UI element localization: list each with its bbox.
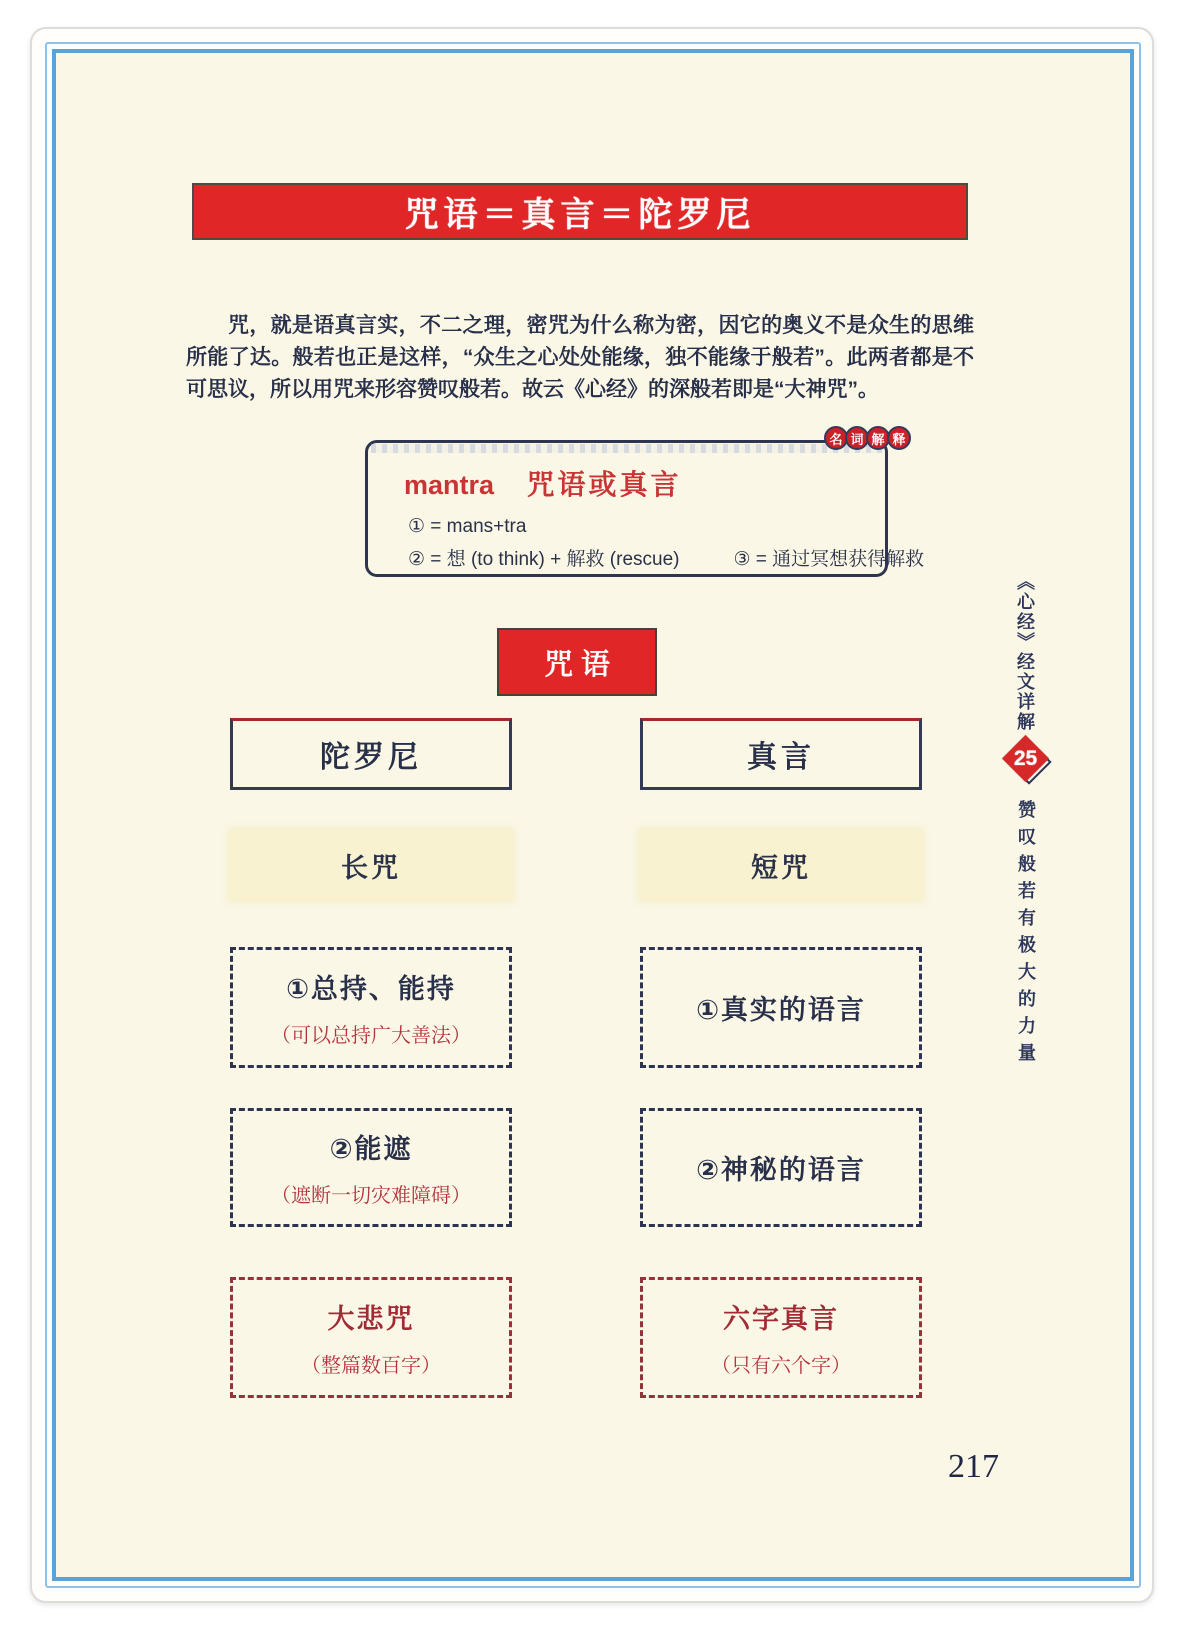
sidebar-caption: 赞叹般若有极大的力量 — [1016, 800, 1036, 1070]
glossary-box — [365, 431, 925, 577]
page-number: 217 — [948, 1448, 999, 1485]
page-title: 咒语＝真言＝陀罗尼 — [404, 196, 756, 234]
diagram-item-note: （整篇数百字） — [301, 1355, 441, 1377]
glossary-term-cn: 咒语或真言 — [526, 469, 682, 500]
diagram-item-title: ②神秘的语言 — [696, 1155, 866, 1185]
glossary-term-en: mantra — [404, 470, 495, 500]
glossary-box-top-band — [371, 444, 882, 453]
glossary-badge — [827, 426, 911, 450]
diagram-head-dharani-label: 陀罗尼 — [320, 741, 422, 774]
glossary-badge-circle: 词 — [845, 426, 869, 450]
diagram-item-note: （只有六个字） — [711, 1355, 851, 1377]
chapter-number: 25 — [1013, 747, 1038, 770]
diagram-item-left-2 — [230, 1108, 512, 1227]
diagram-root-label: 咒语 — [543, 648, 618, 681]
diagram-head-zhenyan-label: 真言 — [747, 741, 815, 774]
diagram-item-right-3 — [640, 1277, 922, 1398]
glossary-definition-2a: ② = 想 (to think) + 解救 (rescue) — [408, 549, 680, 570]
diagram-head-dharani — [230, 718, 512, 790]
diagram-sub-long-mantra-label: 长咒 — [341, 852, 401, 883]
glossary-term-title — [404, 463, 682, 503]
diagram-sub-short-mantra-label: 短咒 — [751, 852, 811, 883]
glossary-badge-circle: 名 — [824, 426, 848, 450]
diagram-item-title: 大悲咒 — [327, 1304, 415, 1334]
diagram-item-title: 六字真言 — [723, 1304, 839, 1334]
diagram-item-right-2 — [640, 1108, 922, 1227]
diagram-item-title: ①总持、能持 — [286, 974, 456, 1004]
diagram-item-right-1 — [640, 947, 922, 1068]
intro-paragraph: 咒，就是语真言实，不二之理，密咒为什么称为密，因它的奥义不是众生的思维所能了达。般若也正是这样，“众生之心处处能缘，独不能缘于般若”。此两者都是不可思议，所以用咒来形容赞叹般若。故云《心经》的深般若即是“大神咒”。 — [186, 314, 974, 401]
diagram-item-note: （遮断一切灾难障碍） — [271, 1185, 471, 1207]
blue-frame-inner — [52, 49, 1134, 1581]
glossary-definition-2 — [408, 544, 924, 571]
glossary-badge-circle: 释 — [887, 426, 911, 450]
diagram-item-title: ②能遮 — [329, 1134, 413, 1164]
diagram-sub-short-mantra — [640, 830, 922, 900]
diagram-head-zhenyan — [640, 718, 922, 790]
glossary-definition-2b: ③ = 通过冥想获得解救 — [733, 549, 925, 570]
diagram-item-left-3 — [230, 1277, 512, 1398]
title-banner — [192, 183, 968, 240]
glossary-badge-circle: 解 — [866, 426, 890, 450]
glossary-definition-1: ① = mans+tra — [408, 516, 527, 537]
sidebar-series-title: 《心经》经文详解 — [1015, 572, 1035, 732]
chapter-badge — [1001, 734, 1053, 786]
diagram-sub-long-mantra — [230, 830, 512, 900]
diagram-item-title: ①真实的语言 — [696, 995, 866, 1025]
diagram-item-left-1 — [230, 947, 512, 1068]
diagram-root-node — [497, 628, 657, 696]
diagram-item-note: （可以总持广大善法） — [271, 1025, 471, 1047]
